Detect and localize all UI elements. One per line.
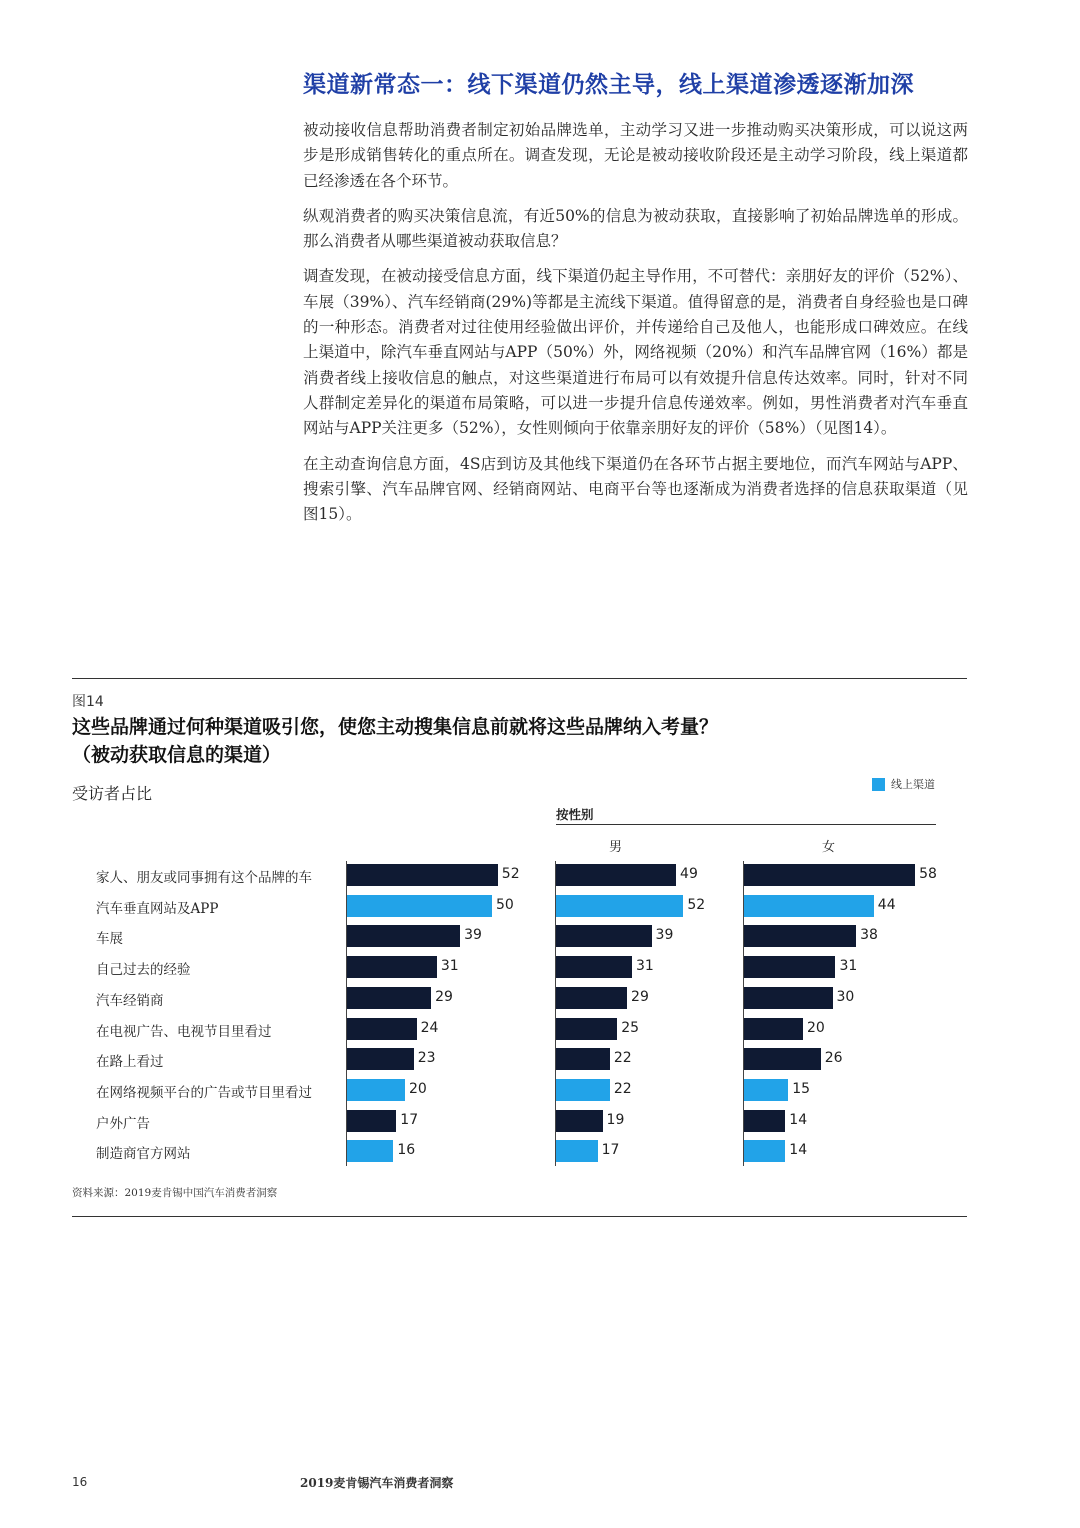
source-note: 资料来源：2019麦肯锡中国汽车消费者洞察	[72, 1187, 278, 1199]
bar-total	[347, 1018, 417, 1040]
bar-male	[556, 925, 652, 947]
bar-female	[744, 1018, 803, 1040]
bar-female	[744, 1048, 821, 1070]
series-label-female: 女	[822, 840, 836, 855]
bar-female	[744, 1110, 785, 1132]
bar-male	[556, 1018, 617, 1040]
bar-female	[744, 864, 915, 886]
category-label: 汽车垂直网站及APP	[96, 900, 219, 917]
bar-male	[556, 956, 632, 978]
bar-total	[347, 1140, 393, 1162]
legend-swatch-online	[872, 778, 885, 791]
value-label-total: 16	[397, 1142, 416, 1159]
value-label-female: 44	[877, 896, 896, 913]
category-label: 车展	[96, 931, 123, 948]
page-number: 16	[72, 1475, 88, 1489]
category-label: 家人、朋友或同事拥有这个品牌的车	[96, 870, 312, 886]
value-label-total: 52	[501, 866, 520, 882]
paragraph-2: 纵观消费者的购买决策信息流，有近50%的信息为被动获取，直接影响了初始品牌选单的形成。那么消费者从哪些渠道被动获取信息？	[303, 206, 968, 251]
bar-female	[744, 1079, 788, 1101]
value-label-male: 22	[613, 1050, 632, 1067]
paragraph-1: 被动接收信息帮助消费者制定初始品牌选单，主动学习又进一步推动购买决策形成，可以说这两步是形成销售转化的重点所在。调查发现，无论是被动接收阶段还是主动学习阶段，线上渠道都已经渗透在各个环节。	[303, 121, 968, 190]
bar-male	[556, 1048, 610, 1070]
category-label: 汽车经销商	[96, 992, 164, 1009]
section-heading: 渠道新常态一：线下渠道仍然主导，线上渠道渗透逐渐加深	[303, 71, 914, 98]
bar-total	[347, 1079, 405, 1101]
bar-female	[744, 895, 874, 917]
value-label-male: 22	[613, 1080, 632, 1097]
category-label: 户外广告	[96, 1115, 150, 1132]
bar-total	[347, 895, 492, 917]
bar-male	[556, 1079, 610, 1101]
category-label: 制造商官方网站	[96, 1146, 191, 1163]
chart-legend	[872, 776, 935, 792]
bar-male	[556, 1110, 603, 1132]
value-label-total: 20	[409, 1080, 427, 1097]
bar-male	[556, 1140, 598, 1162]
figure-title-line-1: 这些品牌通过何种渠道吸引您，使您主动搜集信息前就将这些品牌纳入考量？	[72, 716, 719, 738]
bar-total	[347, 1048, 414, 1070]
value-label-total: 39	[464, 927, 482, 944]
value-label-male: 39	[655, 927, 674, 944]
value-label-female: 58	[919, 866, 937, 882]
category-label: 在电视广告、电视节目里看过	[96, 1023, 272, 1040]
bar-male	[556, 864, 676, 886]
article-body	[303, 118, 968, 537]
value-label-female: 30	[836, 988, 855, 1005]
category-label: 自己过去的经验	[96, 962, 191, 979]
value-label-total: 31	[440, 958, 459, 975]
value-label-male: 49	[680, 866, 698, 882]
bar-female	[744, 987, 833, 1009]
category-label: 在路上看过	[96, 1054, 164, 1071]
value-label-female: 15	[792, 1080, 811, 1097]
value-label-female: 20	[807, 1019, 825, 1036]
value-label-female: 26	[824, 1050, 843, 1067]
figure-top-divider	[72, 678, 967, 679]
bar-total	[347, 1110, 396, 1132]
footer-title: 2019麦肯锡汽车消费者洞察	[300, 1476, 454, 1490]
figure-label: 图14	[72, 694, 104, 710]
value-label-male: 31	[635, 958, 654, 975]
value-label-female: 38	[860, 927, 878, 944]
legend-label-online: 线上渠道	[891, 778, 935, 791]
value-label-total: 17	[400, 1111, 419, 1128]
value-label-male: 19	[606, 1111, 625, 1128]
paragraph-3: 调查发现，在被动接受信息方面，线下渠道仍起主导作用，不可替代：亲朋好友的评价（52%）、车展（39%）、汽车经销商(29%)等都是主流线下渠道。值得留意的是，消费者自身经验也是口碑的一种形态。消费者对过往使用经验做出评价，并传递给自己及他人，也能形成口碑效应。在线上渠道中，除汽车垂直网站与APP（50%）外，网络视频（20%）和汽车品牌官网（16%）都是消费者线上接收信息的触点，对这些渠道进行布局可以有效提升信息传达效率。同时，针对不同人群制定差异化的渠道布局策略，可以进一步提升信息传递效率。例如，男性消费者对汽车垂直网站与APP关注更多（52%），女性则倾向于依靠亲朋好友的评价（58%）（见图14）。	[303, 267, 968, 438]
value-label-total: 24	[420, 1019, 439, 1036]
value-label-female: 14	[789, 1111, 808, 1128]
group-title-by-gender: 按性别	[556, 807, 594, 822]
bar-female	[744, 956, 835, 978]
y-axis-caption: 受访者占比	[72, 784, 153, 803]
value-label-male: 17	[601, 1142, 620, 1159]
value-label-female: 14	[789, 1142, 808, 1159]
bar-male	[556, 987, 627, 1009]
bar-total	[347, 987, 431, 1009]
value-label-female: 31	[839, 958, 858, 975]
series-label-male: 男	[609, 840, 623, 855]
value-label-total: 23	[417, 1050, 436, 1067]
category-label: 在网络视频平台的广告或节目里看过	[96, 1084, 312, 1101]
bar-total	[347, 956, 437, 978]
figure-title-line-2: （被动获取信息的渠道）	[72, 744, 282, 766]
value-label-male: 25	[621, 1019, 640, 1036]
value-label-total: 29	[435, 988, 453, 1005]
bar-male	[556, 895, 683, 917]
figure-title	[72, 713, 952, 769]
bar-female	[744, 1140, 785, 1162]
paragraph-4: 在主动查询信息方面，4S店到访及其他线下渠道仍在各环节占据主要地位，而汽车网站与APP、搜索引擎、汽车品牌官网、经销商网站、电商平台等也逐渐成为消费者选择的信息获取渠道（见图15）。	[303, 454, 968, 524]
bar-female	[744, 925, 856, 947]
value-label-total: 50	[496, 896, 514, 913]
value-label-male: 29	[631, 988, 649, 1005]
figure-bottom-divider	[72, 1216, 967, 1217]
group-title-rule	[556, 824, 936, 825]
bar-total	[347, 864, 498, 886]
bar-total	[347, 925, 460, 947]
value-label-male: 52	[687, 896, 706, 913]
